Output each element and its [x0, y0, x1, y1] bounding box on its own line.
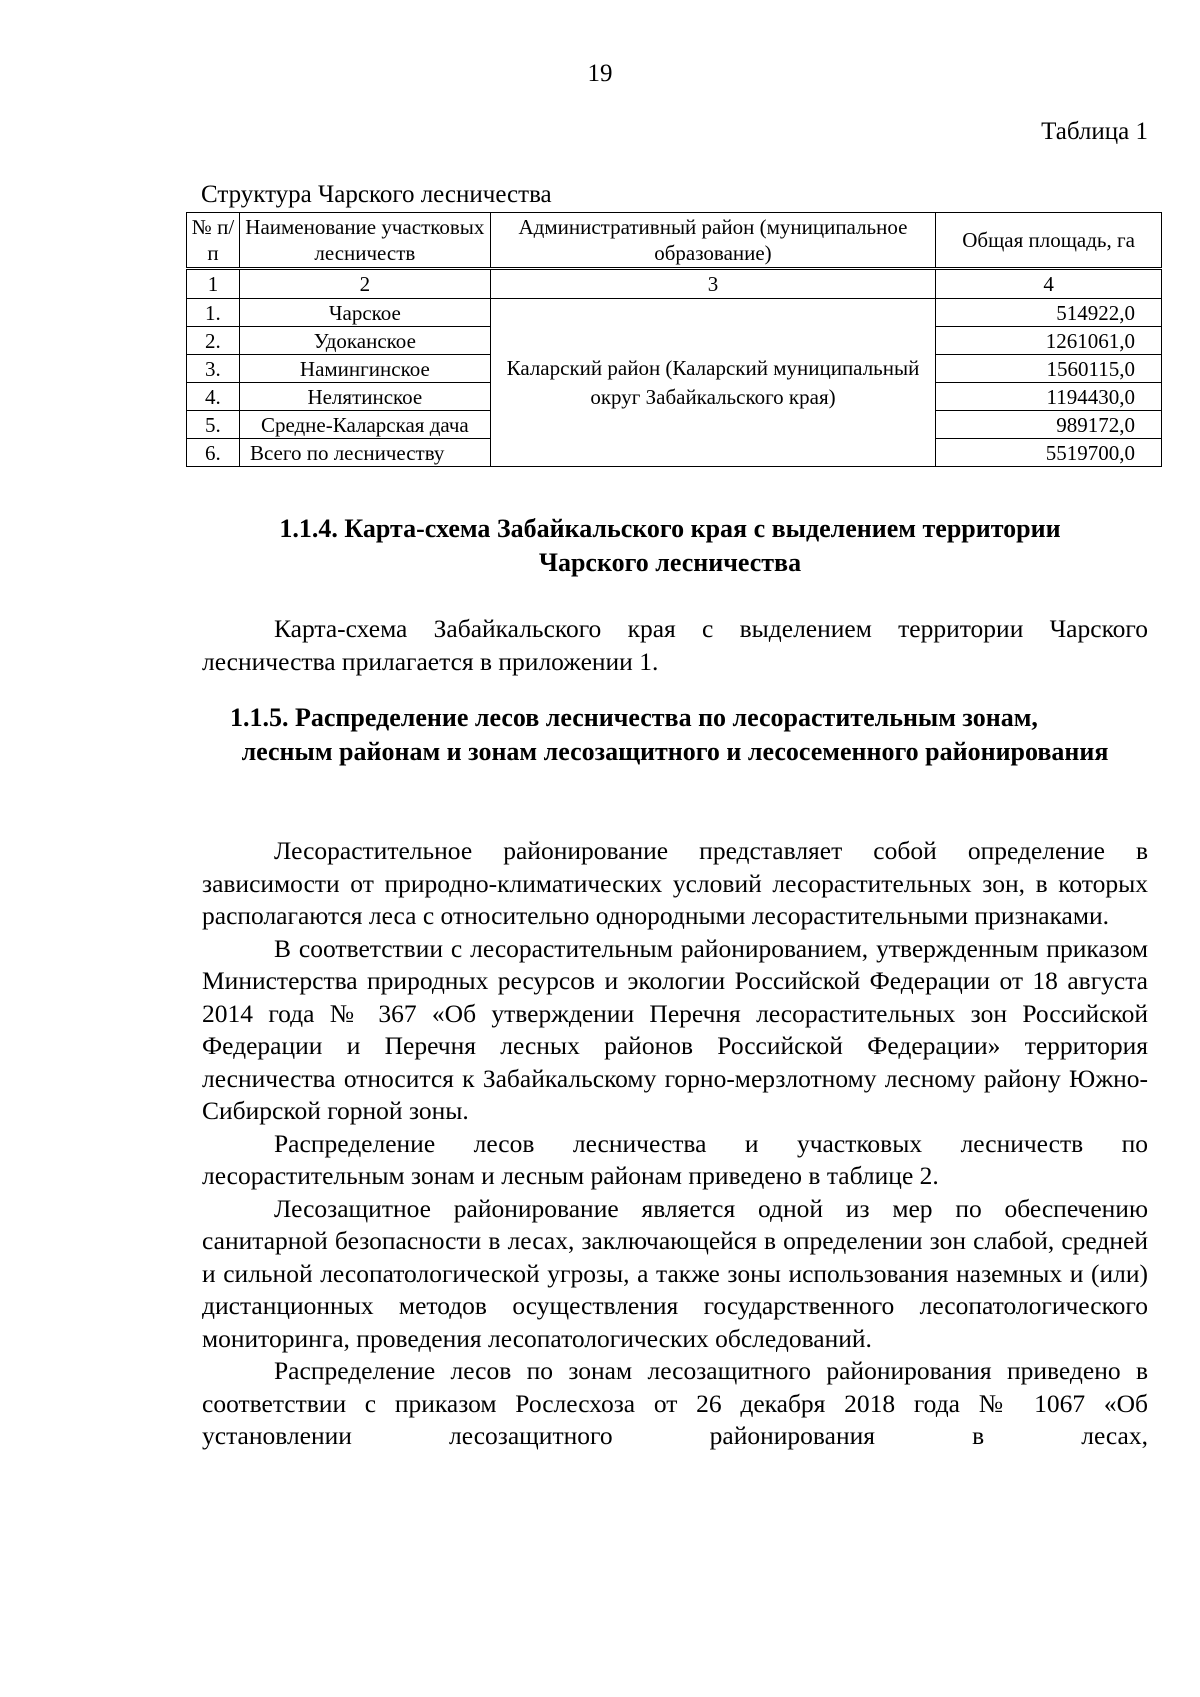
forestry-name: Средне-Каларская дача: [239, 411, 490, 439]
paragraph: Лесозащитное районирование является одной из мер по обеспечению санитарной безопасности в лесах, заключающейся в определении зон слабой, средней и сильной лесопатологической угрозы, а также зоны использования наземных и (или) дистанционных методов осуществления государственного лесопатологического мониторинга, проведения лесопатологических обследований.: [202, 1193, 1148, 1353]
admin-district: Каларский район (Каларский муниципальный округ Забайкальского края): [490, 299, 935, 467]
forestry-name: Всего по лесничеству: [239, 439, 490, 467]
table-header-row: [187, 213, 1162, 269]
area-value: 989172,0: [936, 411, 1162, 439]
paragraph: Распределение лесов по зонам лесозащитного районирования приведено в соответствии с приказом Рослесхоза от 26 декабря 2018 года № 1067 «Об установлении лесозащитного районирования в лесах,: [202, 1356, 1148, 1450]
header-cell: № п/п: [187, 213, 240, 269]
row-number: 2.: [187, 327, 240, 355]
paragraph: Лесорастительное районирование представляет собой определение в зависимости от природно-климатических условий лесорастительных зон, в которых располагаются леса с относительно однородными лесорастительными признаками.: [202, 836, 1148, 930]
row-number: 1.: [187, 299, 240, 327]
row-number: 5.: [187, 411, 240, 439]
section-1-1-4-text: Карта-схема Забайкальского края с выделением территории Чарского лесничества прилагается в приложении 1.: [202, 614, 1148, 676]
row-number: 6.: [187, 439, 240, 467]
header-cell: Общая площадь, га: [936, 213, 1162, 269]
header-cell: Наименование участковых лесничеств: [239, 213, 490, 269]
forestry-name: Намингинское: [239, 355, 490, 383]
table-caption: Структура Чарского лесничества: [201, 181, 552, 208]
area-value: 1560115,0: [936, 355, 1162, 383]
section-1-1-5-heading-line1: 1.1.5. Распределение лесов лесничества по лесорастительным зонам,: [230, 703, 1038, 732]
area-value: 514922,0: [936, 299, 1162, 327]
table-label: Таблица 1: [1041, 118, 1148, 145]
area-value: 1261061,0: [936, 327, 1162, 355]
forestry-name: Нелятинское: [239, 383, 490, 411]
area-value: 1194430,0: [936, 383, 1162, 411]
section-1-1-4-heading: 1.1.4. Карта-схема Забайкальского края с выделением территории Чарского лесничества: [279, 514, 1061, 577]
column-number: 4: [936, 269, 1162, 299]
column-number-row: [187, 269, 1162, 299]
area-value: 5519700,0: [936, 439, 1162, 467]
forestry-structure-table: [186, 212, 1162, 467]
row-number: 3.: [187, 355, 240, 383]
paragraph: Распределение лесов лесничества и участковых лесничеств по лесорастительным зонам и лесным районам приведено в таблице 2.: [202, 1128, 1148, 1190]
column-number: 3: [490, 269, 935, 299]
table-row: [187, 299, 1162, 327]
paragraph: В соответствии с лесорастительным районированием, утвержденным приказом Министерства природных ресурсов и экологии Российской Федерации от 18 августа 2014 года № 367 «Об утверждении Перечня лесорастительных зон Российской Федерации и Перечня лесных районов Российской Федерации» территория лесничества относится к Забайкальскому горно-мерзлотному лесному району Южно-Сибирской горной зоны.: [202, 933, 1148, 1125]
column-number: 1: [187, 269, 240, 299]
forestry-name: Удоканское: [239, 327, 490, 355]
section-1-1-5-heading: [220, 701, 1130, 769]
section-1-1-5-body: [202, 835, 1148, 1453]
column-number: 2: [239, 269, 490, 299]
section-1-1-5-heading-line2: лесным районам и зонам лесозащитного и лесосеменного районирования: [241, 737, 1109, 766]
header-cell: Административный район (муниципальное образование): [490, 213, 935, 269]
row-number: 4.: [187, 383, 240, 411]
forestry-name: Чарское: [239, 299, 490, 327]
page-number: 19: [587, 60, 613, 87]
